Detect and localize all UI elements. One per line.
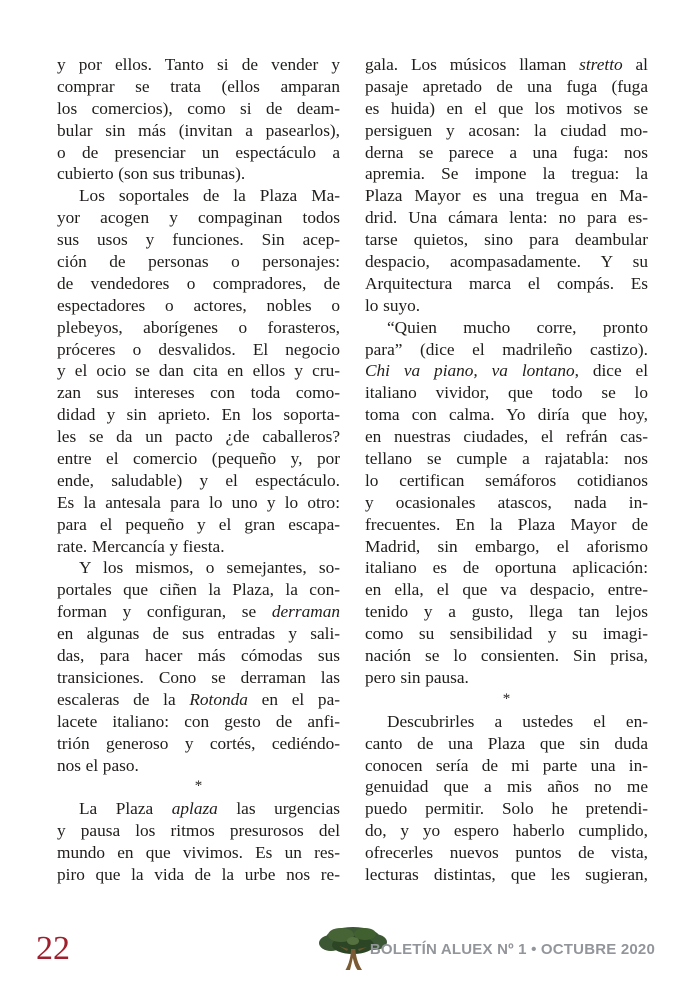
text-line: pasaje apretado de una fuga (fuga [365, 76, 648, 96]
text-line: como su sensibilidad y su imagi- [365, 624, 648, 644]
text-line: escaleras de la Rotonda en el pa- [57, 689, 340, 709]
text-line: Y los mismos, o semejantes, so- [79, 558, 340, 578]
text-line: conocen sería de mi parte una in- [365, 755, 648, 775]
text-line: persiguen y acosan: la ciudad mo- [365, 120, 648, 140]
page-body-text [57, 54, 648, 886]
text-line: canto de una Plaza que sin duda [365, 733, 648, 753]
section-separator: * [194, 778, 203, 795]
text-line: cubierto (son sus tribunas). [57, 164, 246, 184]
text-line: zan sus intereses con toda como- [57, 383, 340, 403]
text-line: próceres o desvalidos. El negocio [57, 339, 340, 359]
text-line: para” (dice el madrileño castizo). [365, 339, 648, 359]
text-line: Es la antesala para lo uno y lo otro: [57, 492, 340, 512]
page-number: 22 [36, 930, 70, 967]
text-line: italiano vividor, que todo se lo [365, 383, 648, 403]
text-line: nos el paso. [57, 755, 139, 775]
text-line: Madrid, sin embargo, el aforismo [365, 536, 648, 556]
text-line: portales que ciñen la Plaza, la con- [57, 580, 340, 600]
text-line: genuidad que a mis años no me [365, 777, 648, 797]
text-line: lo certifican semáforos cotidianos [365, 470, 648, 490]
text-line: para el pequeño y el gran escapa- [57, 514, 340, 534]
text-line: les se da un pacto ¿de caballeros? [57, 427, 340, 447]
text-line: puedo permitir. Solo he pretendi- [365, 799, 648, 819]
text-line: Descubrirles a ustedes el en- [387, 711, 648, 731]
text-line: lo suyo. [365, 295, 421, 315]
text-column-right [365, 54, 648, 886]
text-line: Los soportales de la Plaza Ma- [79, 186, 340, 206]
text-line: los comercios), como si de deam- [57, 98, 340, 118]
text-line: lecturas distintas, que les sugieran, [365, 864, 648, 884]
text-line: en ella, el que va despacio, entre- [365, 580, 648, 600]
text-line: de vendedores o compradores, de [57, 273, 340, 293]
text-column-left [57, 54, 340, 886]
text-line: tellano se cumple a rajatabla: nos [365, 449, 648, 469]
text-line: plebeyos, aborígenes o forasteros, [57, 317, 340, 337]
page-footer [0, 920, 700, 992]
text-line: toma con calma. Yo diría que hoy, [365, 405, 648, 425]
text-line: gala. Los músicos llaman stretto al [365, 55, 648, 74]
text-line: das, para hacer más cómodas sus [57, 646, 340, 666]
text-line: ofrecerles nuevos puntos de vista, [365, 843, 648, 863]
text-line: frecuentes. En la Plaza Mayor de [365, 514, 648, 534]
text-line: o de presenciar un espectáculo a [57, 142, 340, 162]
text-line: en nuestras ciudades, el refrán cas- [365, 427, 648, 447]
text-line: bular sin más (invitan a pasearlos), [57, 120, 340, 140]
text-line: comprar se trata (ellos amparan [57, 76, 340, 96]
text-line: y ocasionales atascos, nada in- [365, 492, 648, 512]
text-line: en algunas de sus entradas y sali- [57, 624, 340, 644]
text-line: transiciones. Cono se derraman las [57, 667, 340, 687]
text-line: y pausa los ritmos presurosos del [57, 821, 340, 841]
text-line: Arquitectura marca el compás. Es [365, 273, 648, 293]
text-line: yor acogen y compaginan todos [57, 208, 340, 228]
text-line: italiano es de oportuna aplicación: [365, 558, 648, 578]
footer-bulletin-title: BOLETÍN ALUEX Nº 1 • OCTUBRE 2020 [369, 941, 655, 958]
text-line: piro que la vida de la urbe nos re- [57, 864, 340, 884]
text-line: Chi va piano, va lontano, dice el [365, 361, 648, 381]
text-line: nación se lo consienten. Sin prisa, [365, 646, 648, 666]
text-line: lacete italiano: con gesto de anfi- [57, 711, 340, 731]
text-line: La Plaza aplaza las urgencias [79, 799, 341, 819]
text-line: forman y configuran, se derraman [57, 602, 340, 622]
text-line: rate. Mercancía y fiesta. [57, 536, 225, 556]
text-line: trión generoso y cortés, cediéndo- [57, 733, 340, 753]
text-line: do, y yo espero haberlo cumplido, [365, 821, 648, 841]
text-line: didad y sin aprieto. En los soporta- [57, 405, 340, 425]
text-line: entre el comercio (pequeño y, por [57, 449, 340, 469]
text-line: derna se parece a una fuga: nos [365, 142, 648, 162]
text-line: ción de personas o personajes: [57, 252, 340, 272]
text-line: tenido y a gusto, llega tan lejos [365, 602, 648, 622]
text-line: espectadores o actores, nobles o [57, 295, 340, 315]
text-line: y el ocio se dan cita en ellos y cru- [57, 361, 340, 381]
text-line: pero sin pausa. [365, 667, 469, 687]
text-line: despacio, acompasadamente. Y su [365, 252, 648, 272]
text-line: y por ellos. Tanto si de vender y [57, 55, 340, 74]
text-line: sus usos y funciones. Sin acep- [57, 230, 340, 250]
text-line: drid. Una cámara lenta: no para es- [365, 208, 648, 228]
text-line: es huida) en el que los motivos se [365, 98, 648, 118]
text-line: tarse quietos, sino para deambular [365, 230, 648, 250]
text-line: ende, saludable) y el espectáculo. [57, 470, 340, 490]
text-line: apremia. Se impone la tregua: la [365, 164, 648, 184]
text-line: “Quien mucho corre, pronto [387, 317, 648, 337]
text-line: Plaza Mayor es una tregua en Ma- [365, 186, 648, 206]
text-line: mundo en que vivimos. Es un res- [57, 843, 340, 863]
section-separator: * [502, 690, 511, 707]
